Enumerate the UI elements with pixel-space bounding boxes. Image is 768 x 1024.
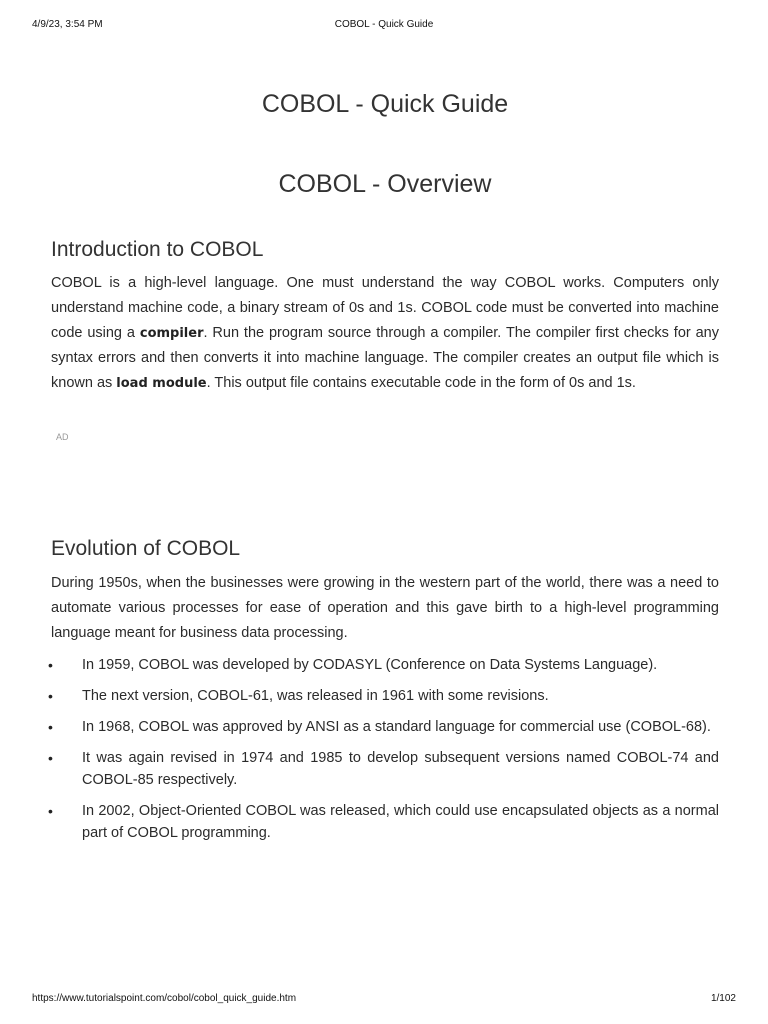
evolution-paragraph: During 1950s, when the businesses were growing in the western part of the world, there was a need to automate various processes for ease of operation and this gave birth to a high-level programming language meant for business data processing. bbox=[51, 575, 719, 641]
page-number: 1/102 bbox=[710, 993, 736, 1004]
list-item: • It was again revised in 1974 and 1985 to develop subsequent versions named COBOL-74 and COBOL-85 respectively. bbox=[51, 747, 719, 791]
section-title-overview: COBOL - Overview bbox=[278, 170, 492, 198]
list-item: • The next version, COBOL-61, was released in 1961 with some revisions. bbox=[51, 685, 719, 707]
heading-introduction: Introduction to COBOL bbox=[51, 238, 264, 261]
intro-text-1: COBOL is a high-level language. One must understand the way COBOL works. Computers only understand machine code, a binary stream of 0s and 1s. COBOL code must be converted into machine code using a bbox=[51, 275, 719, 341]
bullet-icon: • bbox=[48, 803, 53, 819]
intro-paragraph bbox=[51, 271, 719, 396]
list-item: • In 1959, COBOL was developed by CODASYL (Conference on Data Systems Language). bbox=[51, 654, 719, 676]
page-title: COBOL - Quick Guide bbox=[261, 90, 509, 118]
ad-label: AD bbox=[56, 432, 69, 442]
list-item: • In 2002, Object-Oriented COBOL was released, which could use encapsulated objects as a normal part of COBOL programming. bbox=[51, 800, 719, 844]
term-compiler: compiler bbox=[139, 326, 204, 341]
bullet-icon: • bbox=[48, 719, 53, 735]
bullet-icon: • bbox=[48, 657, 53, 673]
print-datetime: 4/9/23, 3:54 PM bbox=[32, 19, 103, 30]
term-load-module: load module bbox=[116, 376, 207, 391]
intro-text-3: . This output file contains executable code in the form of 0s and 1s. bbox=[206, 375, 636, 391]
bullet-icon: • bbox=[48, 750, 53, 766]
evolution-list bbox=[48, 654, 719, 853]
bullet-icon: • bbox=[48, 688, 53, 704]
print-header-title: COBOL - Quick Guide bbox=[334, 19, 434, 30]
intro-text-2: . Run the program source through a compiler. The compiler first checks for any syntax errors and then converts it into machine language. The compiler creates an output file which is known as bbox=[51, 325, 719, 391]
list-item: • In 1968, COBOL was approved by ANSI as a standard language for commercial use (COBOL-68). bbox=[51, 716, 719, 738]
print-footer-url: https://www.tutorialspoint.com/cobol/cobol_quick_guide.htm bbox=[32, 993, 297, 1004]
heading-evolution: Evolution of COBOL bbox=[51, 537, 241, 560]
